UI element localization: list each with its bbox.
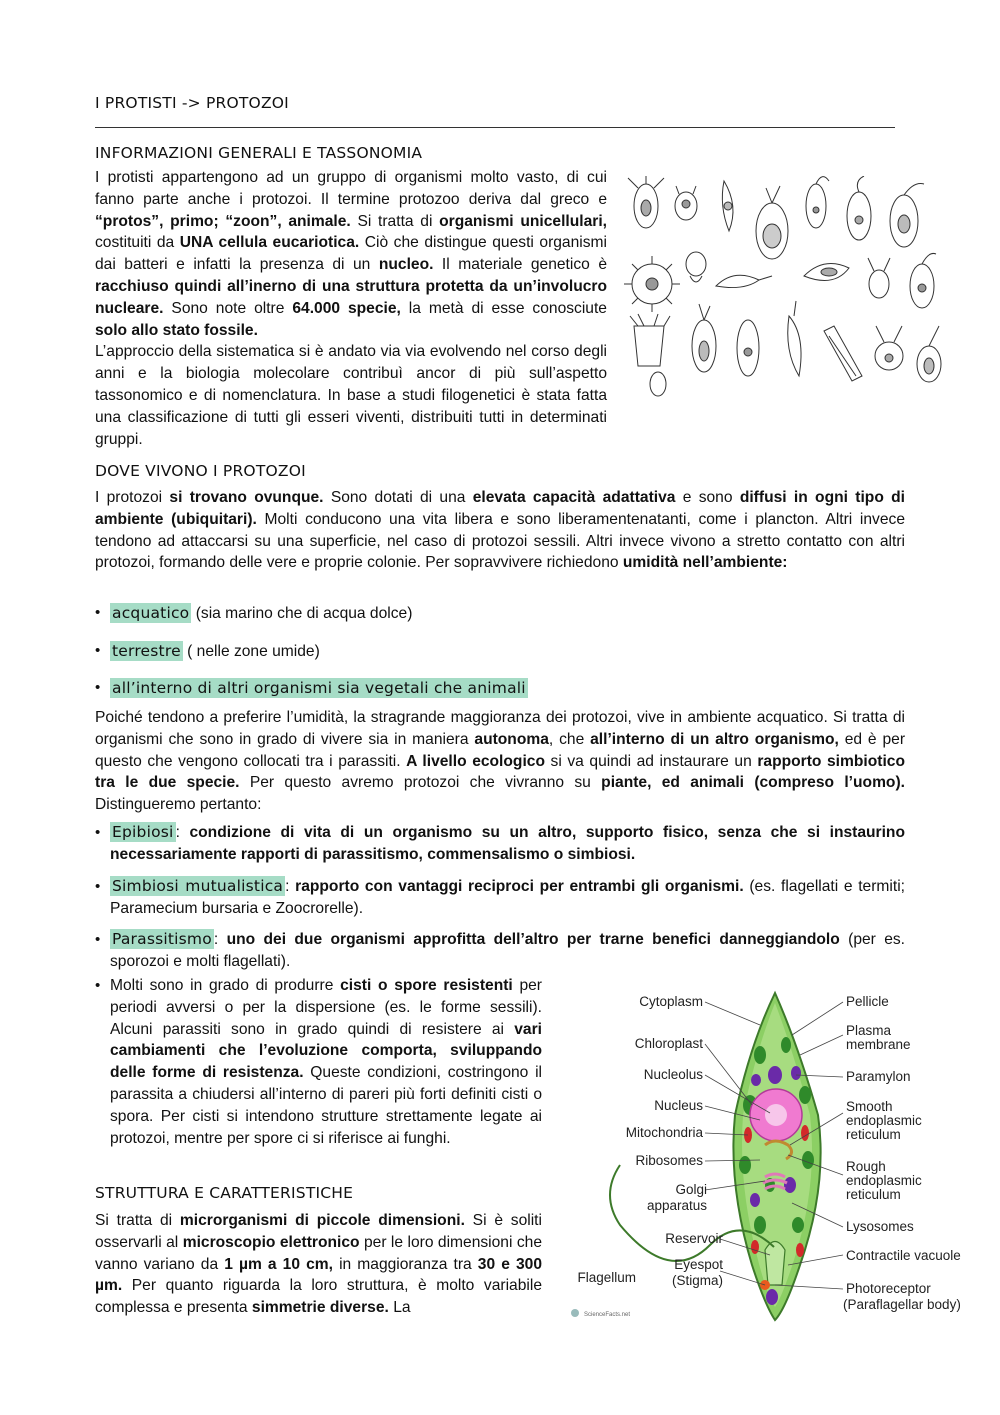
label-paraflagellar-body: (Paraflagellar body) (843, 1297, 961, 1312)
label-nucleus: Nucleus (654, 1098, 703, 1113)
label-chloroplast: Chloroplast (634, 1036, 703, 1051)
label-paramylon: Paramylon (846, 1069, 911, 1084)
label-nucleolus: Nucleolus (643, 1067, 703, 1082)
section-body-ecologia (95, 707, 905, 816)
diagram-logo-text: ScienceFacts.net (584, 1312, 631, 1318)
protozoon-sketch-2 (675, 186, 697, 220)
label-lysosomes: Lysosomes (846, 1219, 914, 1234)
section-body-dove-vivono (95, 487, 905, 574)
list-item: • terrestre ( nelle zone umide) (95, 642, 320, 660)
protozoon-sketch-18 (824, 326, 862, 381)
diagram-logo-mark (571, 1309, 579, 1317)
protozoon-sketch-11 (804, 264, 849, 281)
protozoon-sketch-5 (806, 177, 829, 228)
protozoon-sketch-19 (875, 326, 903, 370)
protozoon-sketch-12 (868, 258, 890, 298)
page-title: I PROTISTI -> PROTOZOI (95, 94, 289, 112)
label-stigma: (Stigma) (671, 1273, 723, 1288)
paragraph: I protisti appartengono ad un gruppo di organismi molto vasto, di cui fanno parte anche i protozoi. Il termine protozoo deriva dal greco e “protos”, primo; “zoon”, animale. Si tratta di organismi unicellulari, costituiti da UNA cellula eucariotica. Ciò che distingue questi organismi dai batteri e infatti la presenza di un nucleo. Il materiale genetico è racchiuso quindi all’inerno di una struttura protetta da un’involucro nucleare. Sono note oltre 64.000 specie, la metà di esse conosciute solo allo stato fossile. (95, 169, 608, 339)
paragraph: I protozoi si trovano ovunque. Sono dotati di una elevata capacità adattativa e sono diffusi in ogni tipo di ambiente (ubiquitari). Molti conducono una vita libera e sono liberamentenatanti, come i plancton. Altri invece tendono ad attaccarsi su una superficie, nel caso di protozoi sessili. Altri invece vivono a stretto contatto con altri protozoi, formando delle vere e proprie colonie. Per sopravvivere richiedono umidità nell’ambiente: (95, 489, 905, 572)
label-pellicle: Pellicle (846, 994, 889, 1009)
section-heading-dove-vivono: DOVE VIVONO I PROTOZOI (95, 462, 306, 480)
protozoon-sketch-17 (788, 301, 801, 376)
paragraph: Poiché tendono a preferire l’umidità, la stragrande maggioranza dei protozoi, vive in ambiente acquatico. Si tratta di organismi che sono in grado di vivere sia in maniera autonoma, che all’interno di un altro organismo, ed è per questo che vengono collocati tra i parassiti. A livello ecologico si va quindi ad instaurare un rapporto simbiotico tra le due specie. Per questo avremo protozoi che vivranno su piante, ed animali (compreso l’uomo). Distingueremo pertanto: (95, 709, 906, 814)
protozoon-sketch-13 (910, 253, 936, 308)
label-smooth-endoplasmic: endoplasmic (846, 1113, 922, 1128)
list-item: • all’interno di altri organismi sia vegetali che animali (95, 679, 526, 697)
nucleolus (765, 1104, 787, 1126)
label-mitochondria: Mitochondria (625, 1125, 703, 1140)
label-rough-endoplasmic: endoplasmic (846, 1173, 922, 1188)
list-item: • acquatico (sia marino che di acqua dolce) (95, 604, 413, 622)
title-divider (95, 127, 895, 128)
label-rough-reticulum: reticulum (846, 1187, 901, 1202)
label-smooth: Smooth (846, 1099, 893, 1114)
section-body-tassonomia (95, 167, 607, 450)
label-cytoplasm: Cytoplasm (639, 994, 703, 1009)
list-item: • Simbiosi mutualistica : rapporto con vantaggi reciproci per entrambi gli organismi. (es. flagellati e termiti; Paramecium bursaria e Zoocrorelle). (95, 877, 905, 917)
list-item: • Parassitismo : uno dei due organismi approfitta dell’altro per trarne benefici danneggiandolo (per es. sporozoi e molti flagellati). (95, 930, 906, 970)
paragraph: Si tratta di microrganismi di piccole dimensioni. Si è soliti osservarli al microscopio elettronico per le loro dimensioni che vanno variano da 1 µm a 10 cm, in maggioranza tra 30 e 300 µm. Per quanto riguarda la loro struttura, è molto variabile complessa e presenta simmetrie diverse. La (95, 1212, 543, 1317)
label-apparatus: apparatus (646, 1198, 707, 1213)
protozoa-illustration (624, 176, 950, 402)
protozoon-sketch-14 (630, 314, 670, 366)
protozoon-sketch-15 (692, 304, 716, 372)
list-item: • Epibiosi : condizione di vita di un organismo su un altro, supporto fisico, senza che si instaurino necessariamente rapporti di parassitismo, commensalismo o simbiosi. (95, 823, 905, 863)
euglena-diagram (560, 985, 990, 1330)
protozoon-sketch-10 (716, 275, 772, 287)
label-eyespot: Eyespot (674, 1257, 723, 1272)
label-membrane: membrane (846, 1037, 911, 1052)
paragraph: L’approccio della sistematica si è andato via via evolvendo nel corso degli anni e la biologia molecolare contribuì ancor di più sull’aspetto tassonomico e di nomenclatura. In base a studi filogenetici è stata fatta una classificazione di tutti gli esseri viventi, distribuiti tutti in determinati gruppi. (95, 343, 607, 448)
label-golgi: Golgi (675, 1182, 707, 1197)
protozoon-sketch-8 (624, 256, 680, 312)
label-smooth-reticulum: reticulum (846, 1127, 901, 1142)
label-rough: Rough (846, 1159, 886, 1174)
section-heading-struttura: STRUTTURA E CARATTERISTICHE (95, 1184, 354, 1202)
protozoon-sketch-6 (847, 176, 871, 240)
protozoon-sketch-3 (722, 181, 733, 231)
label-photoreceptor: Photoreceptor (846, 1281, 931, 1296)
reservoir (765, 1242, 785, 1286)
label-plasma: Plasma (846, 1023, 892, 1038)
section-body-struttura (95, 1210, 542, 1319)
label-contractile-vacuole: Contractile vacuole (846, 1248, 961, 1263)
protozoon-sketch-20 (917, 326, 941, 382)
protozoon-sketch-7 (890, 183, 924, 247)
protozoon-sketch-1 (628, 176, 664, 228)
list-item: • Molti sono in grado di produrre cisti o spore resistenti per periodi avversi o per la dispersione (es. le forme sessili). Alcuni parassiti sono in grado quindi di resistere ai vari cambiamenti che l’evoluzione comporta, sviluppando delle forme di resistenza. Queste condizioni, costringono il parassita a chiudersi all’interno di pareri più forti definiti cisti o spora. Per cisti si intendono strutture strettamente legate ai protozoi, mentre per spore ci si riferisce ai funghi. (95, 977, 542, 1147)
section-heading-tassonomia: INFORMAZIONI GENERALI E TASSONOMIA (95, 144, 423, 162)
protozoon-sketch-9 (686, 252, 706, 282)
label-ribosomes: Ribosomes (635, 1153, 703, 1168)
protozoon-sketch-16 (737, 320, 759, 376)
protozoon-sketch-4 (756, 186, 788, 259)
protozoon-sketch-21 (650, 372, 666, 396)
label-reservoir: Reservoir (665, 1231, 723, 1246)
label-flagellum: Flagellum (577, 1270, 636, 1285)
